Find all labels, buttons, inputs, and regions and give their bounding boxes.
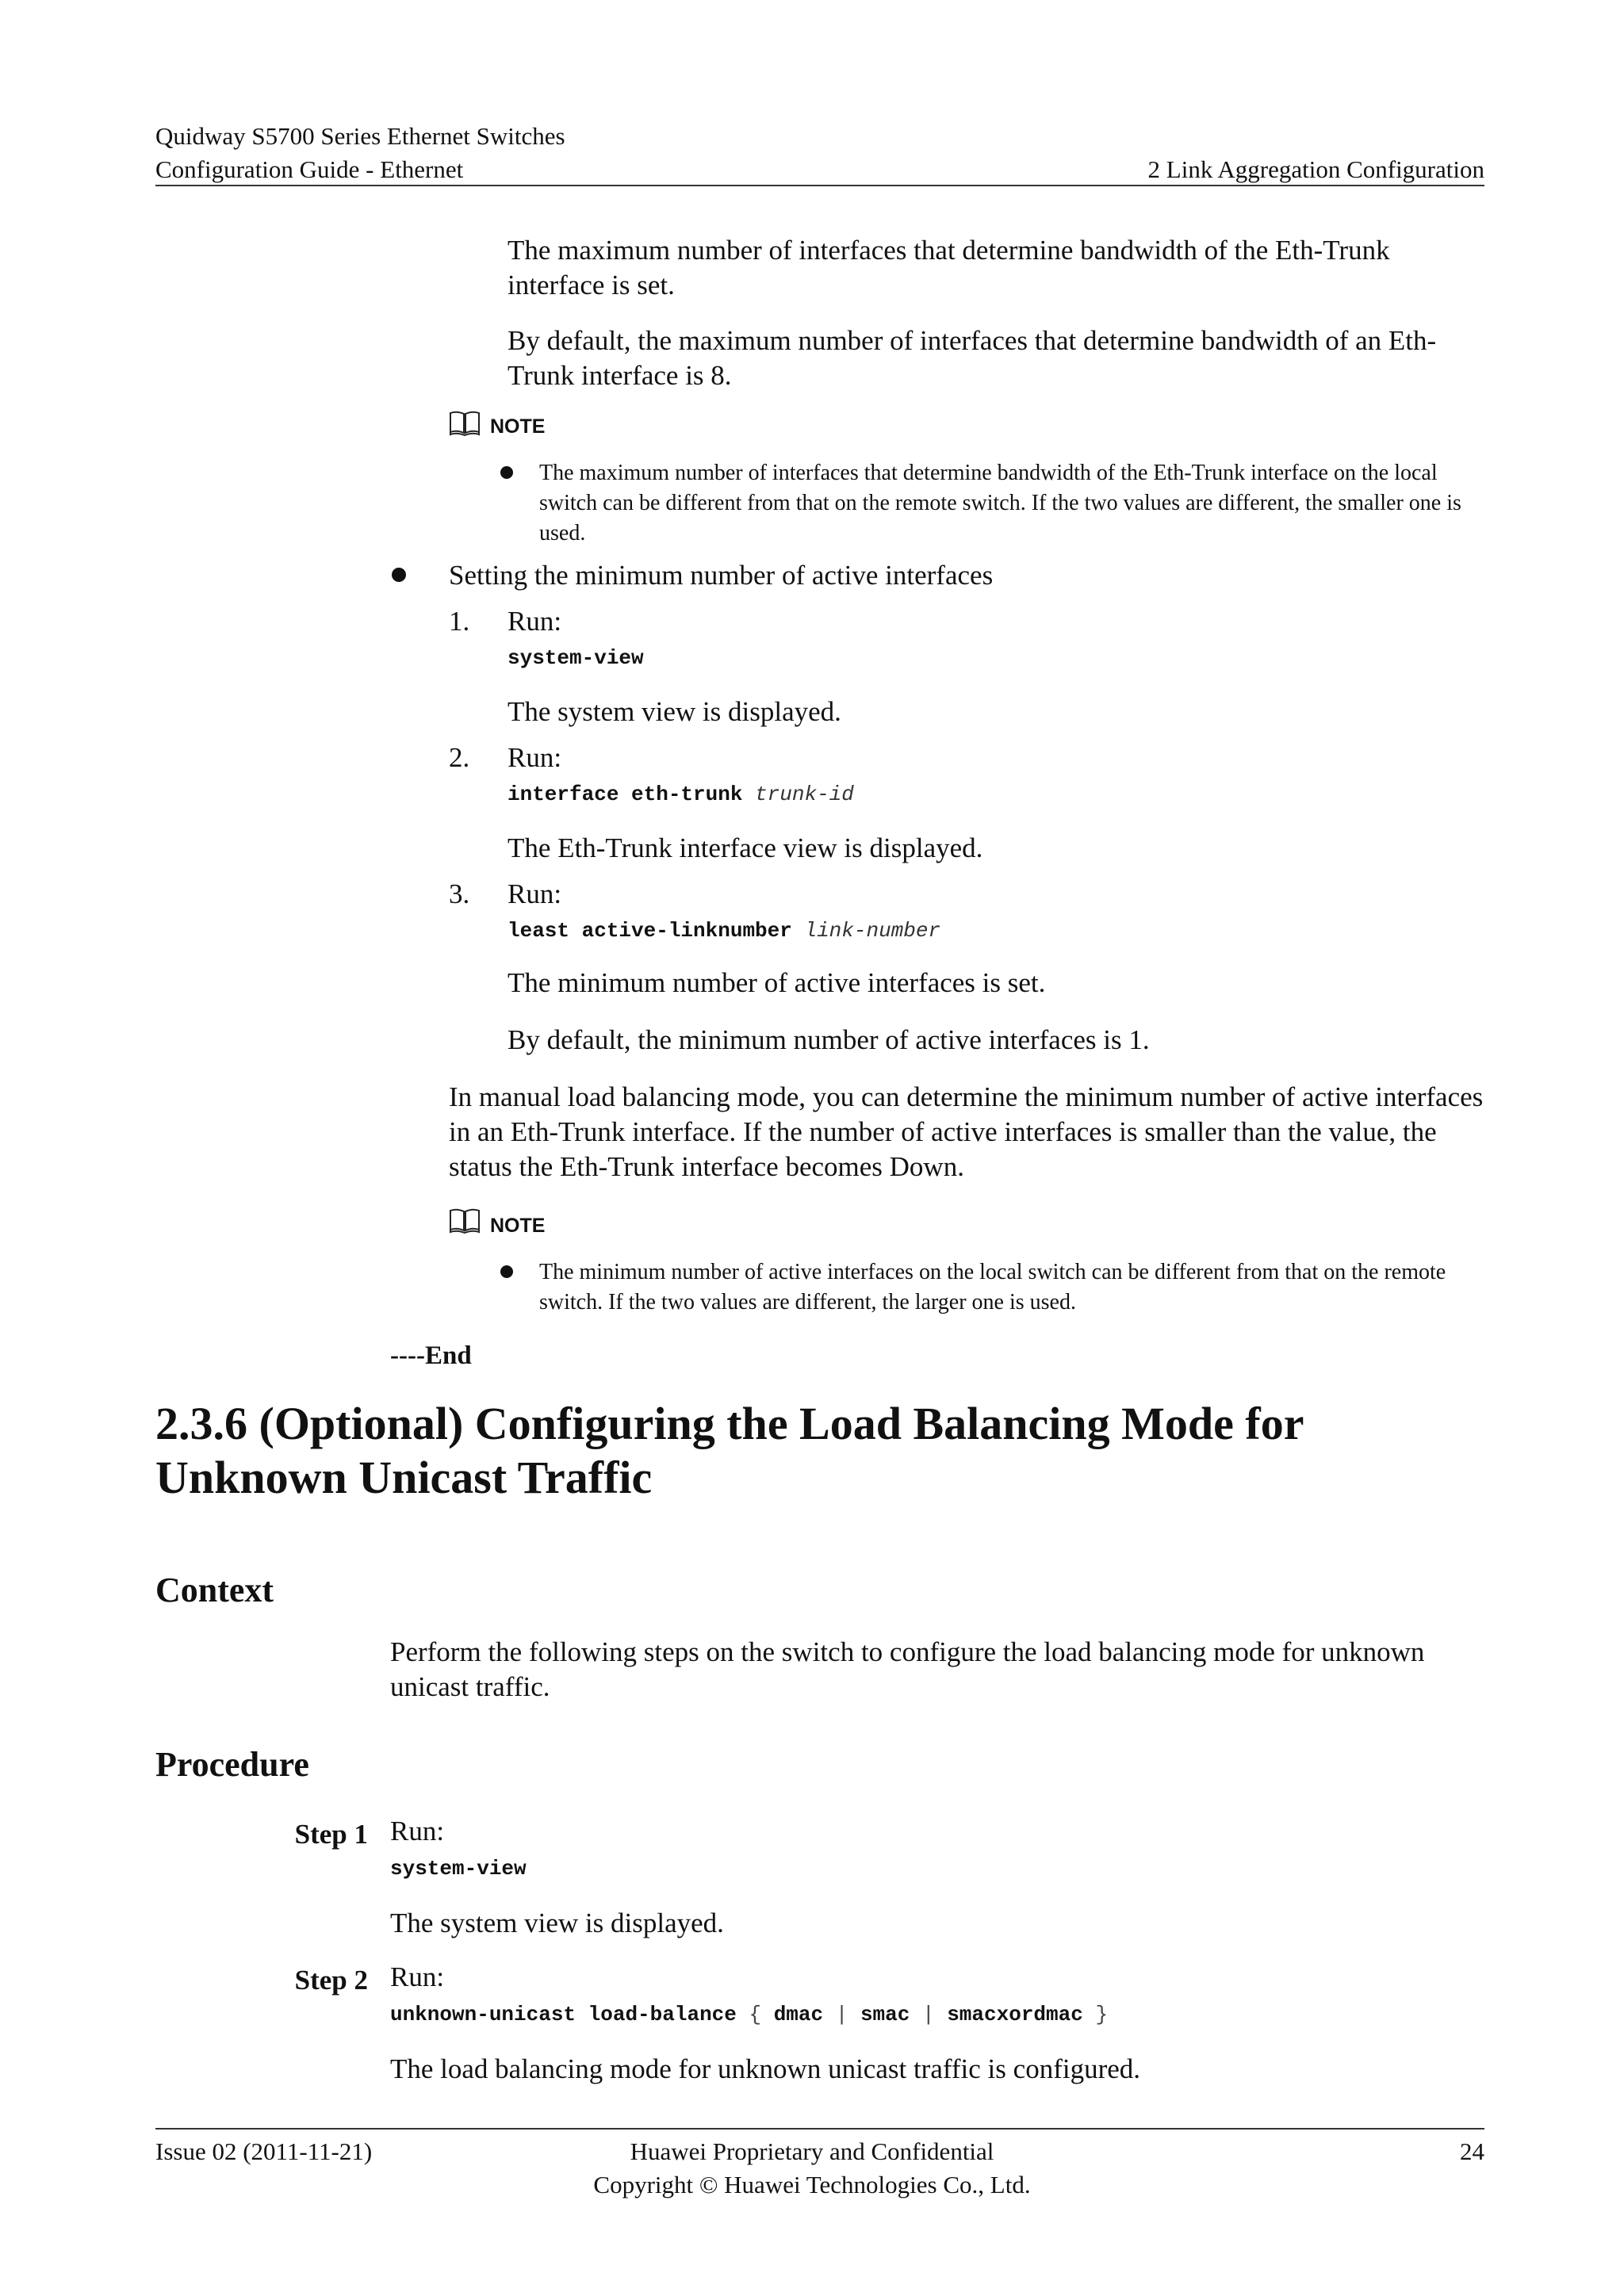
note-text: The maximum number of interfaces that determine bandwidth of the Eth-Trunk interface on the local switch can be different from that on the remote switch. If the two values are different, the smaller one is used. — [539, 461, 1461, 545]
footer-proprietary: Huawei Proprietary and Confidential — [630, 2137, 994, 2165]
step-label: Step 1 — [294, 1819, 368, 1850]
command-keyword: system-view — [390, 1857, 527, 1881]
bullet-icon — [500, 1265, 513, 1278]
command-line — [508, 783, 854, 806]
page-number: 24 — [1460, 2137, 1484, 2165]
command-option: smacxordmac — [947, 2003, 1083, 2026]
separator: | — [921, 2003, 935, 2026]
note-text: The minimum number of active interfaces on the local switch can be different from that on the remote switch. If the two values are different, the larger one is used. — [539, 1260, 1446, 1314]
context-heading: Context — [155, 1571, 274, 1609]
manual-mode-text: In manual load balancing mode, you can determine the minimum number of active interfaces in an Eth-Trunk interface. If the number of active interfaces is smaller than the value, the status the Eth-Trunk interface becomes Down. — [449, 1081, 1484, 1182]
command-line — [390, 1857, 527, 1881]
procedure-heading: Procedure — [155, 1745, 309, 1784]
brace-open: { — [749, 2003, 762, 2026]
command-line — [390, 2003, 1108, 2026]
run-label: Run: — [508, 742, 562, 773]
context-text: Perform the following steps on the switch to configure the load balancing mode for unknown unicast traffic. — [390, 1636, 1425, 1702]
step-label: Step 2 — [294, 1965, 368, 1996]
command-argument: trunk-id — [755, 783, 854, 806]
step-number: 2. — [449, 742, 470, 773]
run-label: Run: — [508, 606, 562, 637]
run-label: Run: — [508, 878, 562, 909]
step-description: The load balancing mode for unknown unicast traffic is configured. — [390, 2053, 1141, 2084]
footer-issue: Issue 02 (2011-11-21) — [155, 2137, 373, 2165]
run-label: Run: — [390, 1816, 445, 1846]
book-icon — [449, 411, 481, 436]
book-icon — [449, 1208, 481, 1234]
end-marker: ----End — [390, 1341, 472, 1370]
command-keyword: system-view — [508, 646, 644, 670]
command-option: smac — [860, 2003, 910, 2026]
command-argument: link-number — [804, 919, 941, 943]
step-description: The system view is displayed. — [390, 1908, 724, 1938]
footer-copyright: Copyright © Huawei Technologies Co., Ltd. — [593, 2171, 1031, 2198]
max-default-text: By default, the maximum number of interfaces that determine bandwidth of an Eth-Trunk interface is 8. — [508, 325, 1437, 391]
bullet-icon — [500, 466, 513, 479]
step-number: 1. — [449, 606, 470, 637]
header-chapter: 2 Link Aggregation Configuration — [1147, 155, 1484, 183]
command-option: dmac — [773, 2003, 824, 2026]
header-product: Quidway S5700 Series Ethernet Switches — [155, 122, 565, 150]
command-line — [508, 646, 644, 670]
command-keyword: interface eth-trunk — [508, 783, 743, 806]
step-description: The minimum number of active interfaces is set. — [508, 967, 1046, 998]
note-label: NOTE — [490, 415, 546, 438]
section-title: 2.3.6 (Optional) Configuring the Load Balancing Mode for Unknown Unicast Traffic — [155, 1398, 1304, 1503]
separator: | — [835, 2003, 848, 2026]
command-keyword: least active-linknumber — [508, 919, 792, 943]
command-line — [508, 919, 940, 943]
bullet-min-text: Setting the minimum number of active interfaces — [449, 560, 994, 591]
step-description: The Eth-Trunk interface view is displayed. — [508, 832, 983, 863]
brace-close: } — [1095, 2003, 1109, 2026]
header-guide: Configuration Guide - Ethernet — [155, 155, 464, 183]
step-number: 3. — [449, 878, 470, 909]
note-label: NOTE — [490, 1215, 546, 1237]
command-keyword: unknown-unicast load-balance — [390, 2003, 737, 2026]
max-set-text: The maximum number of interfaces that determine bandwidth of the Eth-Trunk interface is set. — [508, 235, 1390, 300]
footer-rule — [155, 2128, 1484, 2130]
header-rule — [155, 185, 1484, 186]
run-label: Run: — [390, 1961, 445, 1992]
step-description: By default, the minimum number of active interfaces is 1. — [508, 1024, 1150, 1055]
step-description: The system view is displayed. — [508, 696, 841, 727]
bullet-icon — [392, 568, 406, 582]
